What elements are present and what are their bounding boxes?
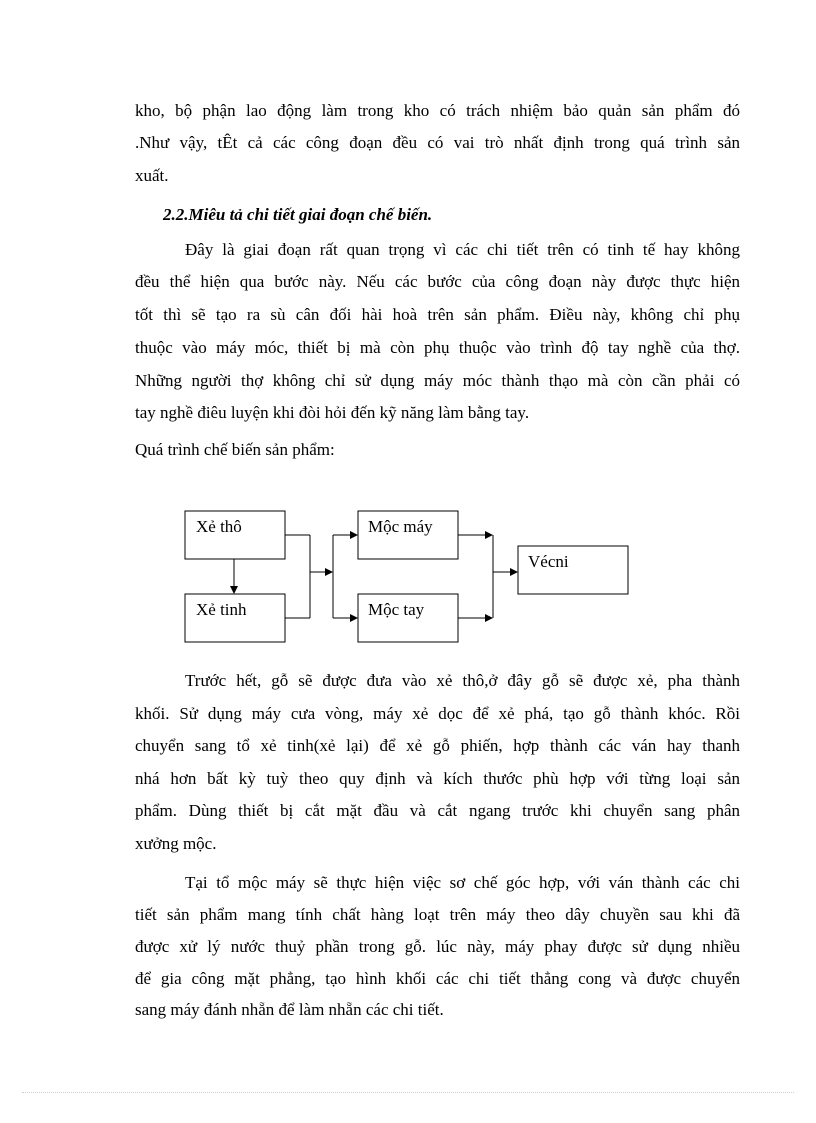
para2-line3: tốt thì sẽ tạo ra sù cân đối hài hoà trên sản phẩm. Điều này, không chỉ phụ bbox=[135, 305, 740, 324]
para3-line1: Trước hết, gỗ sẽ được đưa vào xẻ thô,ở đây gỗ sẽ được xẻ, pha thành bbox=[185, 671, 740, 690]
para4-line3: được xử lý nước thuỷ phần trong gỗ. lúc này, máy phay được sử dụng nhiều bbox=[135, 937, 740, 956]
para4-line4: để gia công mặt phẳng, tạo hình khối các chi tiết thẳng cong và được chuyển bbox=[135, 969, 740, 988]
page-bottom-divider bbox=[22, 1092, 794, 1093]
box-xe-tinh-label: Xẻ tinh bbox=[196, 600, 247, 619]
section-heading: 2.2.Miêu tả chi tiết giai đoạn chế biến. bbox=[163, 205, 433, 224]
para4-line1: Tại tổ mộc máy sẽ thực hiện việc sơ chế góc hợp, với ván thành các chi bbox=[185, 873, 740, 892]
box-moc-may bbox=[358, 511, 458, 559]
para2-line2: đều thể hiện qua bước này. Nếu các bước của công đoạn này được thực hiện bbox=[135, 272, 740, 291]
box-xe-tho bbox=[185, 511, 285, 559]
para3-line3: chuyển sang tổ xẻ tinh(xẻ lại) để xẻ gỗ phiến, hợp thành các ván hay thanh bbox=[135, 736, 740, 755]
box-xe-tinh bbox=[185, 594, 285, 642]
para2-line1: Đây là giai đoạn rất quan trọng vì các chi tiết trên có tinh tế hay không bbox=[185, 240, 740, 259]
para3-line2: khối. Sử dụng máy cưa vòng, máy xẻ dọc để xẻ phá, tạo gỗ thành khóc. Rồi bbox=[135, 704, 740, 723]
box-moc-tay-label: Mộc tay bbox=[368, 600, 425, 619]
para3-line5: phẩm. Dùng thiết bị cắt mặt đầu và cắt ngang trước khi chuyển sang phân bbox=[135, 801, 740, 820]
box-vecni-label: Vécni bbox=[528, 552, 569, 571]
process-label: Quá trình chế biến sản phẩm: bbox=[135, 440, 335, 459]
box-moc-tay bbox=[358, 594, 458, 642]
para1-line1: kho, bộ phận lao động làm trong kho có trách nhiệm bảo quản sản phẩm đó bbox=[135, 101, 740, 120]
para3-line4: nhá hơn bất kỳ tuỳ theo quy định và kích thước phù hợp với từng loại sản bbox=[135, 769, 740, 788]
box-moc-may-label: Mộc máy bbox=[368, 517, 433, 536]
para3-line6: xưởng mộc. bbox=[135, 834, 217, 853]
para1-line3: xuất. bbox=[135, 166, 169, 185]
para1-line2: .Như vậy, tÊt cả các công đoạn đều có vai trò nhất định trong quá trình sản bbox=[135, 133, 740, 152]
para2-line6: tay nghề điêu luyện khi đòi hỏi đến kỹ năng làm bằng tay. bbox=[135, 403, 530, 422]
para4-line2: tiết sản phẩm mang tính chất hàng loạt trên máy theo dây chuyền sau khi đã bbox=[135, 905, 740, 924]
box-xe-tho-label: Xẻ thô bbox=[196, 517, 242, 536]
para2-line5: Những người thợ không chỉ sử dụng máy móc thành thạo mà còn cần phải có bbox=[135, 371, 740, 390]
box-vecni bbox=[518, 546, 628, 594]
para2-line4: thuộc vào máy móc, thiết bị mà còn phụ thuộc vào trình độ tay nghề của thợ. bbox=[135, 338, 740, 357]
para4-line5: sang máy đánh nhẵn để làm nhẵn các chi tiết. bbox=[135, 1000, 444, 1019]
